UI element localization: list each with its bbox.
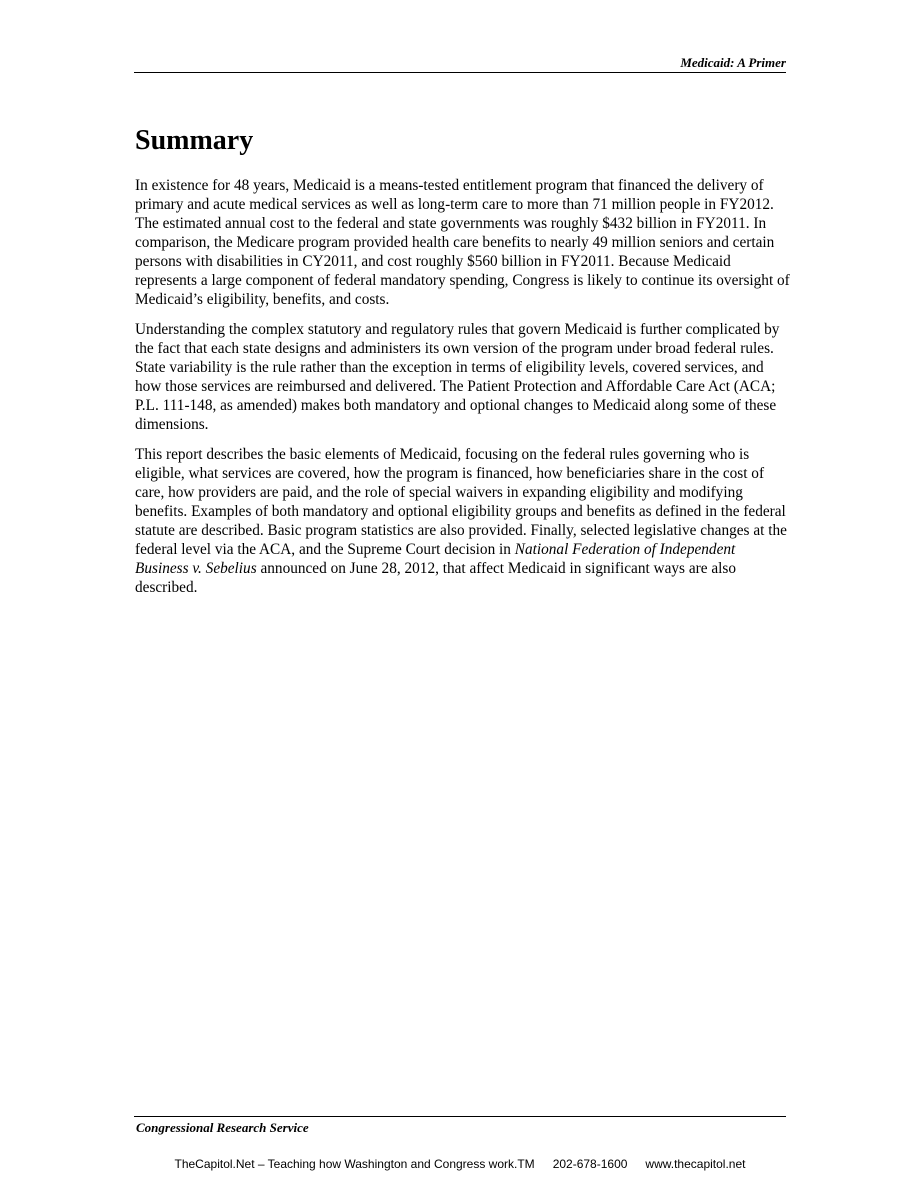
footer-credit-text: TheCapitol.Net – Teaching how Washington and Congress work.TM xyxy=(174,1157,535,1171)
footer-website-link[interactable]: www.thecapitol.net xyxy=(645,1157,746,1171)
running-header: Medicaid: A Primer xyxy=(680,55,786,70)
case-name: National Federation of Independent Business v. Sebelius xyxy=(135,541,736,577)
footer-divider xyxy=(134,1116,786,1117)
paragraph-3-text-before: This report describes the basic elements of Medicaid, focusing on the federal rules governing who is eligible, what services are covered, how the program is financed, how beneficiaries share in the cost of care, how providers are paid, and the role of special waivers in expanding eligibility and modifying benefits. Examples of both mandatory and optional eligibility groups and benefits as defined in the federal statute are described. Basic program statistics are also provided. Finally, selected legislative changes at the federal level via the ACA, and the Supreme Court decision in xyxy=(135,446,787,558)
summary-body xyxy=(135,176,790,608)
summary-paragraph-2: Understanding the complex statutory and regulatory rules that govern Medicaid is further complicated by the fact that each state designs and administers its own version of the program under broad federal rules. State variability is the rule rather than the exception in terms of eligibility levels, covered services, and how those services are reimbursed and delivered. The Patient Protection and Affordable Care Act (ACA; P.L. 111-148, as amended) makes both mandatory and optional changes to Medicaid along some of these dimensions. xyxy=(135,321,780,433)
footer-credit-line xyxy=(0,1157,920,1172)
summary-paragraph-3 xyxy=(135,445,790,597)
header-divider xyxy=(134,72,786,73)
page-title: Summary xyxy=(135,125,254,156)
footer-phone: 202-678-1600 xyxy=(552,1157,628,1171)
summary-paragraph-1: In existence for 48 years, Medicaid is a means-tested entitlement program that financed the delivery of primary and acute medical services as well as long-term care to more than 71 million people in FY2012. The estimated annual cost to the federal and state governments was roughly $432 billion in FY2011. In comparison, the Medicare program provided health care benefits to nearly 49 million seniors and certain persons with disabilities in CY2011, and cost roughly $560 billion in FY2011. Because Medicaid represents a large component of federal mandatory spending, Congress is likely to continue its oversight of Medicaid’s eligibility, benefits, and costs. xyxy=(135,177,790,308)
paragraph-3-text-after: announced on June 28, 2012, that affect Medicaid in significant ways are also described. xyxy=(135,560,736,596)
footer-organization: Congressional Research Service xyxy=(136,1120,309,1135)
